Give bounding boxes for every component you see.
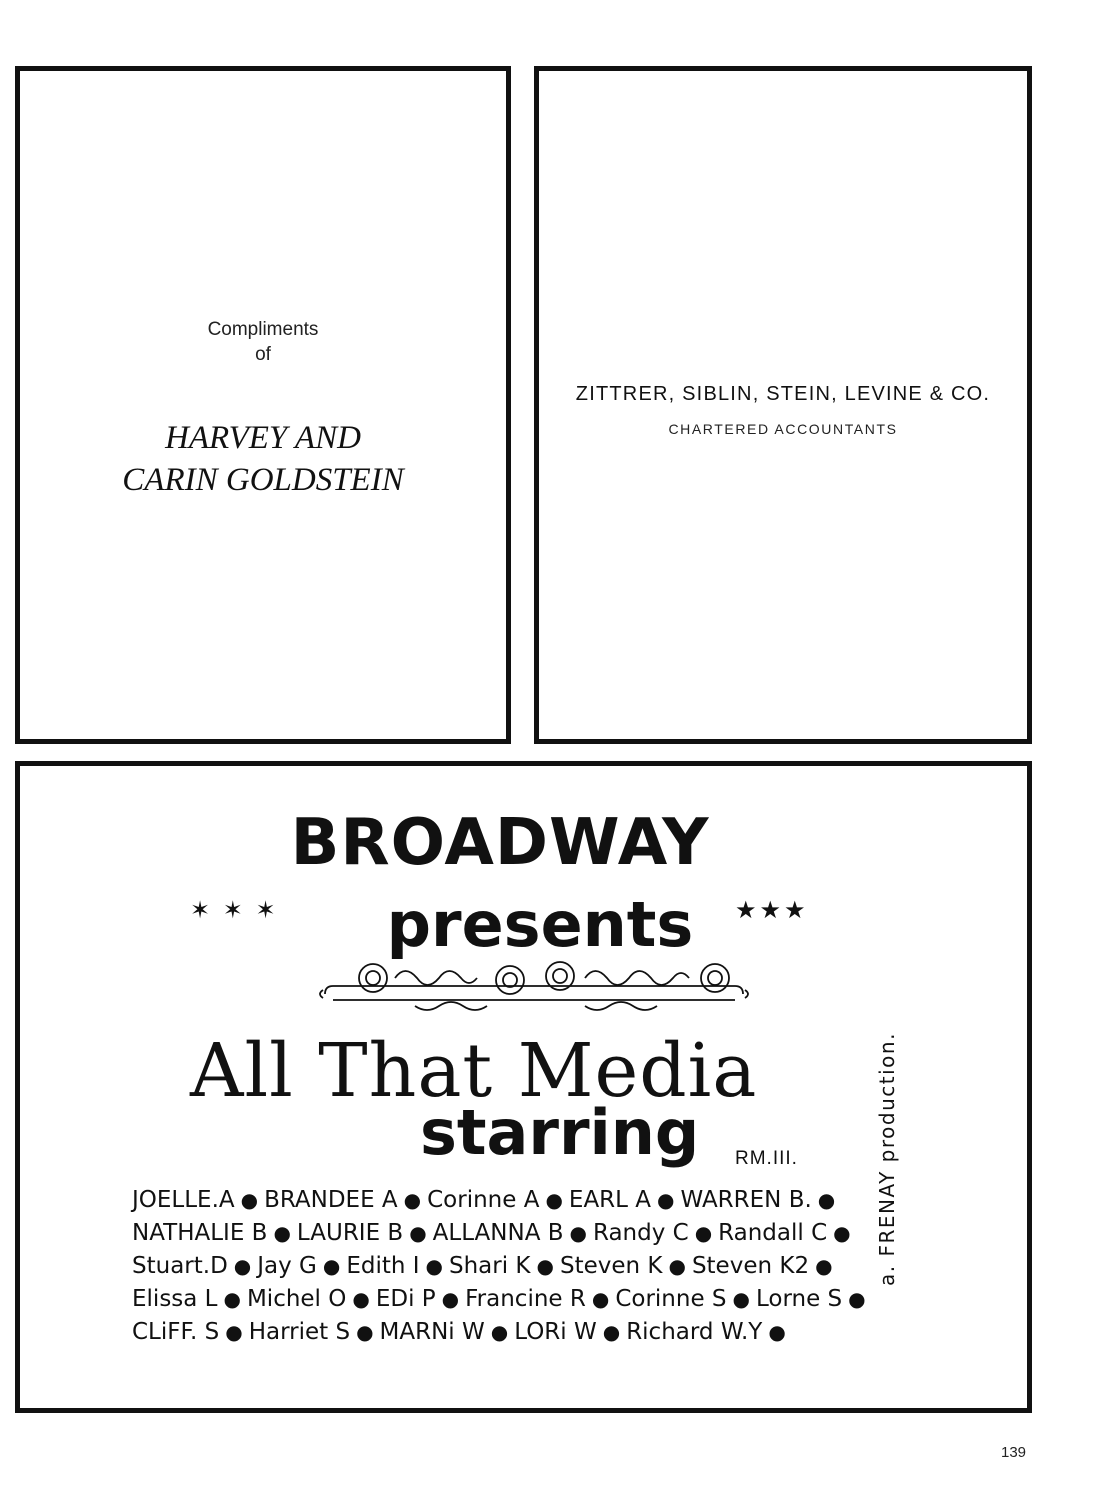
ad-broadway-class [15, 761, 1032, 1413]
cast-member: Harriet S [248, 1319, 351, 1345]
bullet-dot-icon: ● [536, 1254, 554, 1278]
bullet-dot-icon: ● [694, 1221, 713, 1245]
cast-line [132, 1217, 872, 1250]
bullet-dot-icon: ● [441, 1287, 460, 1311]
bullet-dot-icon: ● [569, 1221, 587, 1245]
compliments-text [20, 317, 506, 367]
broadway-headline: BROADWAY [290, 806, 710, 880]
cast-member: EDi P [375, 1286, 436, 1312]
bullet-dot-icon: ● [225, 1320, 243, 1344]
bullet-dot-icon: ● [768, 1320, 786, 1344]
cast-member: MARNi W [379, 1319, 485, 1345]
bullet-dot-icon: ● [591, 1287, 610, 1311]
cast-member: Steven K2 [691, 1253, 810, 1279]
page-number: 139 [1001, 1444, 1027, 1461]
bullet-dot-icon: ● [657, 1188, 675, 1212]
firm-name: ZITTRER, SIBLIN, STEIN, LEVINE & CO. [575, 383, 991, 405]
starring-text: starring [420, 1096, 700, 1169]
cast-member: Corinne S [615, 1286, 727, 1312]
cast-member: Elissa L [132, 1286, 218, 1312]
sponsor-name-line2: CARIN GOLDSTEIN [122, 462, 404, 498]
cast-line [132, 1316, 872, 1349]
cast-member: Steven K [559, 1253, 663, 1279]
cast-member: Stuart.D [132, 1253, 228, 1279]
bullet-dot-icon: ● [545, 1188, 563, 1212]
cast-member: Corinne A [427, 1187, 540, 1213]
cast-line [132, 1283, 872, 1316]
stars-right-icon: ★★★ [735, 897, 809, 924]
cast-member: NATHALIE B [132, 1220, 268, 1246]
bullet-dot-icon: ● [732, 1287, 750, 1311]
bullet-dot-icon: ● [233, 1254, 252, 1278]
cast-member: CLiFF. S [132, 1319, 220, 1345]
cast-member: WARREN B. [680, 1187, 812, 1213]
bullet-dot-icon: ● [425, 1254, 443, 1278]
cast-member: Randy C [592, 1220, 689, 1246]
ad-harvey-carin-goldstein [15, 66, 511, 744]
cast-line [132, 1184, 872, 1217]
firm-subtitle: CHARTERED ACCOUNTANTS [668, 421, 898, 437]
bullet-dot-icon: ● [403, 1188, 422, 1212]
cast-line [132, 1250, 872, 1283]
cast-member: Lorne S [755, 1286, 843, 1312]
bullet-dot-icon: ● [848, 1287, 866, 1311]
cast-member: BRANDEE A [264, 1187, 398, 1213]
show-title: All That Media [190, 1028, 758, 1114]
cast-member: Shari K [449, 1253, 531, 1279]
stars-left-icon: ✶ ✶ ✶ [190, 897, 279, 924]
cast-member: LORi W [514, 1319, 597, 1345]
scroll-ornament-icon [315, 956, 755, 1016]
room-number: RM.III. [735, 1148, 798, 1169]
bullet-dot-icon: ● [223, 1287, 241, 1311]
bullet-dot-icon: ● [490, 1320, 509, 1344]
bullet-dot-icon: ● [817, 1188, 836, 1212]
cast-member: ALLANNA B [432, 1220, 564, 1246]
bullet-dot-icon: ● [668, 1254, 686, 1278]
sponsor-name-line1: HARVEY AND [165, 420, 361, 456]
bullet-dot-icon: ● [273, 1221, 291, 1245]
bullet-dot-icon: ● [322, 1254, 341, 1278]
cast-member: Jay G [257, 1253, 317, 1279]
sponsor-name [20, 417, 506, 501]
presents-text: presents [386, 888, 694, 961]
cast-member: JOELLE.A [132, 1187, 235, 1213]
cast-member: Francine R [465, 1286, 586, 1312]
bullet-dot-icon: ● [240, 1188, 259, 1212]
production-credit: a. FRENAY production. [875, 1032, 899, 1286]
bullet-dot-icon: ● [409, 1221, 427, 1245]
compliments-of: of [255, 344, 271, 365]
compliments-line: Compliments [207, 319, 319, 340]
bullet-dot-icon: ● [352, 1287, 370, 1311]
cast-member: Michel O [246, 1286, 347, 1312]
bullet-dot-icon: ● [833, 1221, 851, 1245]
bullet-dot-icon: ● [356, 1320, 374, 1344]
cast-list [132, 1184, 872, 1349]
bullet-dot-icon: ● [602, 1320, 621, 1344]
cast-member: Randall C [718, 1220, 828, 1246]
cast-member: Richard W.Y [626, 1319, 763, 1345]
cast-member: LAURIE B [296, 1220, 404, 1246]
cast-member: EARL A [568, 1187, 652, 1213]
cast-member: Edith I [346, 1253, 420, 1279]
bullet-dot-icon: ● [815, 1254, 833, 1278]
ad-accounting-firm [534, 66, 1032, 744]
